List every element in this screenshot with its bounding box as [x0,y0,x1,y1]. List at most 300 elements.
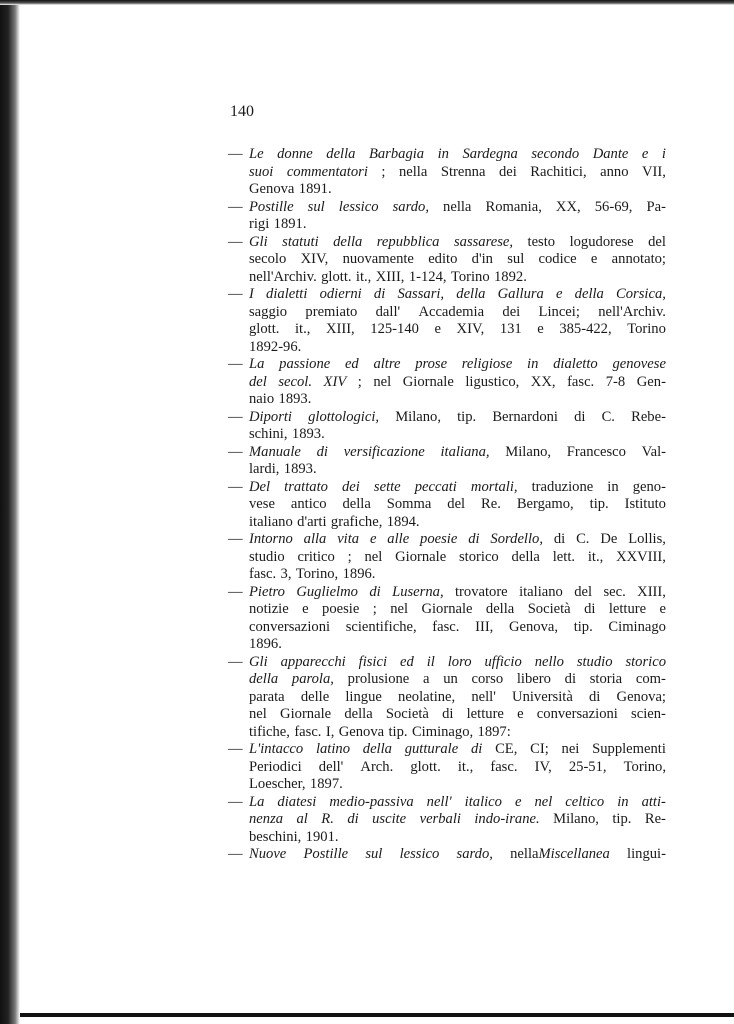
title-word: secondo [531,146,580,162]
title-word: Sordello, [490,531,543,547]
text-word: III, [475,618,494,635]
text-word: XIV, [456,321,485,337]
text-word: nella [398,163,428,180]
title-word: di [347,811,359,827]
text-word: Gen- [636,373,666,390]
title-word: del [249,373,267,390]
entry-line [249,566,666,583]
text-word: Torino [450,268,490,285]
title-word: storico [625,653,666,670]
title-word: della [574,286,604,302]
title-word: della [456,286,486,302]
text-word: annotato; [611,251,666,267]
text-word: italiano [519,583,563,600]
text-word: di [553,531,566,547]
title-word: La [249,793,265,810]
text-word: libero [516,671,551,687]
text-word: ; [372,601,377,617]
text-word: della [342,496,371,512]
text-word: 1894. [386,513,420,530]
title-word: Gli [249,653,268,670]
entry-line [249,706,666,723]
text-word: Società [527,601,571,617]
text-word: Romania, [485,198,542,215]
text-word: nei [561,741,580,757]
text-word: C. [576,531,590,547]
text-word: premiato [305,303,358,320]
text-word: letture [608,601,647,617]
text-word: edito [428,251,458,267]
text-word: tip. [589,496,609,512]
text-word: letture [466,706,504,722]
text-word: nuovamente [342,251,414,267]
title-word: vita [337,531,360,547]
title-word: della [326,146,356,162]
title-word: Gallura [497,286,544,302]
text-word: Genova; [616,688,666,705]
text-word: C. [601,408,615,425]
entry-line [228,408,666,426]
title-word: loro [447,653,472,670]
text-word: Val- [641,443,666,460]
text-word: Loescher, [249,776,306,792]
title-word: passione [279,356,331,372]
text-word: Somma [386,496,432,512]
title-word: indo-irane. [474,811,540,827]
text-fragment: Miscellanea [538,846,610,862]
title-word: dei [342,478,360,495]
text-word: 1892. [494,268,527,285]
text-fragment: , [375,408,380,425]
text-word: Società [385,706,429,722]
text-word: lingue [345,688,382,705]
entry-line [249,251,666,268]
text-word: com- [635,671,666,687]
text-word: 385-422, [559,321,612,337]
text-word: tip. [388,723,408,740]
title-word: religiose [461,356,513,372]
text-word: 56-69, [594,198,633,215]
text-word: tip. [612,811,632,827]
entry-line [249,181,666,198]
text-word: geno- [632,478,666,495]
text-word: Re. [481,496,501,512]
text-word: scientifiche, [345,618,417,635]
text-word: Torino, [623,758,666,775]
text-word: Lollis, [628,531,666,547]
text-word: ; [357,373,362,390]
entry-line [228,846,666,863]
title-word: di [316,443,328,460]
text-word: d'in [471,251,493,267]
title-word: sardo, [456,846,493,862]
title-word: odierni [319,286,362,302]
entry-line [249,339,666,356]
entry-line [249,776,666,793]
text-word: XIV, [300,251,329,267]
text-word: storico [459,548,499,565]
title-word: della [362,741,392,757]
text-word: sec. [603,583,626,600]
title-word: medio-passiva [329,793,414,810]
text-word: 7-8 [605,373,626,390]
title-word: Del [249,478,271,495]
title-word: R. [321,811,334,827]
text-word: glott. [249,321,280,337]
text-word: 1896. [249,636,282,652]
title-word: nell' [426,793,452,810]
entry-line [228,583,666,601]
text-word: nellaMiscellanea [510,846,610,862]
text-word: conversazioni [536,706,618,722]
title-word: diatesi [277,793,317,810]
text-word: a [423,671,430,687]
title-word: studio [576,653,613,670]
text-word: sul [507,251,525,267]
text-word: 3, [280,566,292,582]
text-word: di [584,601,596,617]
text-word: naio [249,391,275,407]
text-word: VII, [642,163,666,180]
title-word: sardo, [392,198,429,215]
text-word: 1896. [342,566,376,582]
text-word: Bernardoni [492,408,558,425]
title-word: Nuove [249,846,287,862]
text-word: fasc. [432,618,460,635]
text-word: it., [294,321,311,337]
text-word: tifiche, [249,723,290,740]
title-word: sul [307,198,325,215]
entry-dash: — [228,233,243,250]
text-word: I, [325,723,335,740]
text-word: corso [471,671,504,687]
title-word: peccati [414,478,457,495]
text-word: testo [527,233,556,250]
text-word: neolatine, [398,688,456,705]
title-word: Sassari, [397,286,445,302]
text-word: parata [249,688,285,705]
entry-dash: — [228,478,243,495]
text-word: XXVIII, [616,548,666,565]
entry-line [249,426,666,443]
text-word: 1897: [477,723,511,740]
entry-line [228,356,666,373]
title-word: dialetto [553,356,598,372]
title-word: glottologici, [308,408,380,425]
text-word: dei [502,303,521,320]
title-word: secol. [278,373,313,390]
title-word: L'intacco [249,741,304,757]
text-word: Giornale [402,373,454,390]
entry-dash: — [228,356,243,372]
text-word: CE, [495,741,518,757]
title-word: latino [315,741,351,757]
title-word: della [333,233,363,250]
title-word: donne [277,146,313,162]
title-word: verbali [419,811,461,827]
title-word: nel [534,793,553,810]
text-word: e [659,601,666,617]
text-word: Università [512,688,573,705]
title-word: prose [415,356,448,372]
title-word: gutturale [404,741,459,757]
text-word: Giornale [280,706,332,722]
text-fragment: , [439,583,444,600]
text-word: di [589,688,601,705]
entry-line [249,671,666,688]
text-fragment: , [330,671,334,687]
title-word: celtico [565,793,605,810]
title-word: italiana, [440,443,490,460]
text-word: del [447,496,466,512]
title-word: di [369,583,381,600]
title-word: di [470,741,483,757]
text-word: logudorese [569,233,634,250]
text-word: delle [300,688,330,705]
text-word: critico [297,548,335,565]
text-word: d'arti [297,513,327,530]
title-word: sassarese, [453,233,514,250]
text-word: di [574,408,586,425]
text-word: un [443,671,458,687]
text-word: it., [587,548,604,565]
entry-dash: — [228,146,243,162]
text-word: Pa- [646,198,666,215]
text-word: Rachitici, [530,163,587,180]
text-word: della [511,548,540,565]
title-word: ed [399,653,414,670]
text-word: tip. [573,618,593,635]
entry-dash: — [228,443,243,460]
text-word: di [442,706,454,722]
text-word: XIII, [325,321,355,337]
text-word: Lincei; [538,303,580,320]
title-word: Sardegna [462,146,518,162]
title-word: Intorno [249,531,293,547]
entry-line [249,636,666,653]
text-word: it., [457,758,474,775]
title-word: repubblica [376,233,440,250]
entry-line [228,531,666,548]
entry-line [249,689,666,706]
title-word: alle [387,531,410,547]
entry-line [249,269,666,286]
text-word: fasc. [490,758,518,775]
text-word: dei [498,163,517,180]
text-word: glott. [410,758,441,775]
title-word: Le [249,146,264,162]
text-word: studio [249,548,285,565]
entry-dash: — [228,286,243,302]
text-word: 1901. [305,828,339,845]
text-fragment: . [536,811,540,827]
text-word: Francesco [566,443,626,460]
entry-line [249,304,666,321]
title-word: ufficio [484,653,522,670]
entry-line [228,653,666,671]
entry-dash: — [228,741,243,757]
entry-line [249,216,666,233]
title-word: lessico [338,198,379,215]
text-word: saggio [249,303,288,320]
text-word: nell'Archiv. [598,303,666,320]
entry-line [249,759,666,776]
text-word: 1891. [273,216,307,232]
text-word: Ciminago [608,618,666,635]
text-word: Torino [627,321,666,337]
entry-line [249,601,666,618]
scan-edge-top [0,0,734,5]
text-word: e [517,706,524,722]
text-word: Bergamo, [516,496,574,512]
text-fragment: , [539,531,543,547]
text-word: Milano, [505,443,552,460]
title-word: fisici [358,653,388,670]
text-word: XIII, [375,268,405,285]
text-word: traduzione [531,478,594,495]
text-word: e [302,601,309,617]
text-word: Genova [338,723,385,740]
scan-edge-left [0,0,20,1024]
title-word: alla [303,531,327,547]
title-word: genovese [612,356,666,372]
text-word: lingui- [627,846,666,862]
title-word: i [661,146,666,162]
text-word: nel [249,706,267,722]
title-word: e [641,146,649,162]
text-word: e [537,321,544,337]
text-fragment: , [662,286,666,302]
text-word: vese [249,496,275,512]
title-word: sette [373,478,401,495]
entry-line [249,164,666,181]
text-word: Accademia [418,303,485,320]
title-word: e [369,531,377,547]
text-word: XX, [555,198,581,215]
title-word: altre [373,356,401,372]
title-word: Barbagia [368,146,425,162]
text-word: della [485,601,515,617]
title-word: Corsica, [616,286,666,302]
text-word: nell'Archiv. [249,268,317,285]
text-word: 1891. [298,181,332,197]
text-word: 125-140 [370,321,419,337]
entry-line [249,724,666,741]
text-word: Milano, [395,408,441,425]
text-word: it., [355,268,372,285]
title-word: in [437,146,449,162]
title-word: e [556,286,563,302]
entry-line [249,321,666,338]
entry-dash: — [228,846,243,862]
title-word: La [249,356,265,372]
text-word: schini, [249,426,288,442]
title-word: in [617,793,629,810]
text-word: Genova, [508,618,559,635]
title-word: statuti [282,233,319,250]
title-word: trattato [284,478,328,495]
text-word: IV, [534,758,552,775]
title-word: mortali, [470,478,518,495]
text-word: della [344,706,373,722]
text-word: in [607,478,619,495]
text-word: grafiche, [330,513,383,530]
entry-line [249,496,666,513]
text-word: Rebe- [631,408,666,425]
title-word: Dante [592,146,629,162]
text-word: Torino, [295,566,339,582]
entry-line [249,811,666,828]
text-word: di [564,671,576,687]
text-word: Periodici [249,758,302,775]
text-word: XX, [530,373,556,390]
text-word: nell' [471,688,496,705]
title-word: nenza [249,811,284,827]
text-word: 1892-96. [249,338,302,355]
title-word: Guglielmo [296,583,358,600]
text-word: e [434,321,441,337]
entry-dash: — [228,198,243,215]
text-word: nel [364,548,383,565]
text-word: Genova [249,181,295,197]
entry-dash: — [228,653,243,670]
title-word: atti- [641,793,666,810]
page-number: 140 [230,103,254,120]
title-word: commentatori [286,163,368,180]
text-word: nel [373,373,392,390]
text-word: ; [381,163,386,180]
text-fragment: , [489,846,493,862]
text-word: CI; [530,741,549,757]
title-word: parola, [291,671,334,687]
entry-line [228,146,666,163]
text-word: lett. [552,548,576,565]
text-word: glott. [321,268,352,285]
title-word: apparecchi [280,653,346,670]
text-word: ; [347,548,352,565]
text-word: Arch. [360,758,394,775]
text-word: nella [443,198,472,215]
title-word: poesie [420,531,458,547]
text-word: Giornale [395,548,447,565]
entry-dash: — [228,408,243,425]
entry-line [228,198,666,216]
title-word: I [249,286,254,302]
entry-line [249,619,666,636]
text-word: De [600,531,618,547]
text-word: 1-124, [408,268,447,285]
text-word: Milano, [553,811,599,827]
text-word: 131 [499,321,522,337]
entry-dash: — [228,531,243,547]
text-word: prolusione [347,671,410,687]
title-word: Pietro [249,583,285,600]
text-word: Re- [644,811,666,827]
title-word: Gli [249,233,268,250]
title-word: il [426,653,435,670]
entry-line [228,741,666,758]
entry-line [228,286,666,303]
title-word: Manuale [249,443,301,460]
text-word: codice [538,251,577,267]
text-word: anno [600,163,629,180]
title-word: Luserna, [392,583,444,600]
text-word: tip. [457,408,477,425]
scan-edge-bottom [20,1013,734,1017]
title-word: versificazione [343,443,425,460]
text-word: Ciminago, [411,723,474,740]
entry-line [228,793,666,811]
